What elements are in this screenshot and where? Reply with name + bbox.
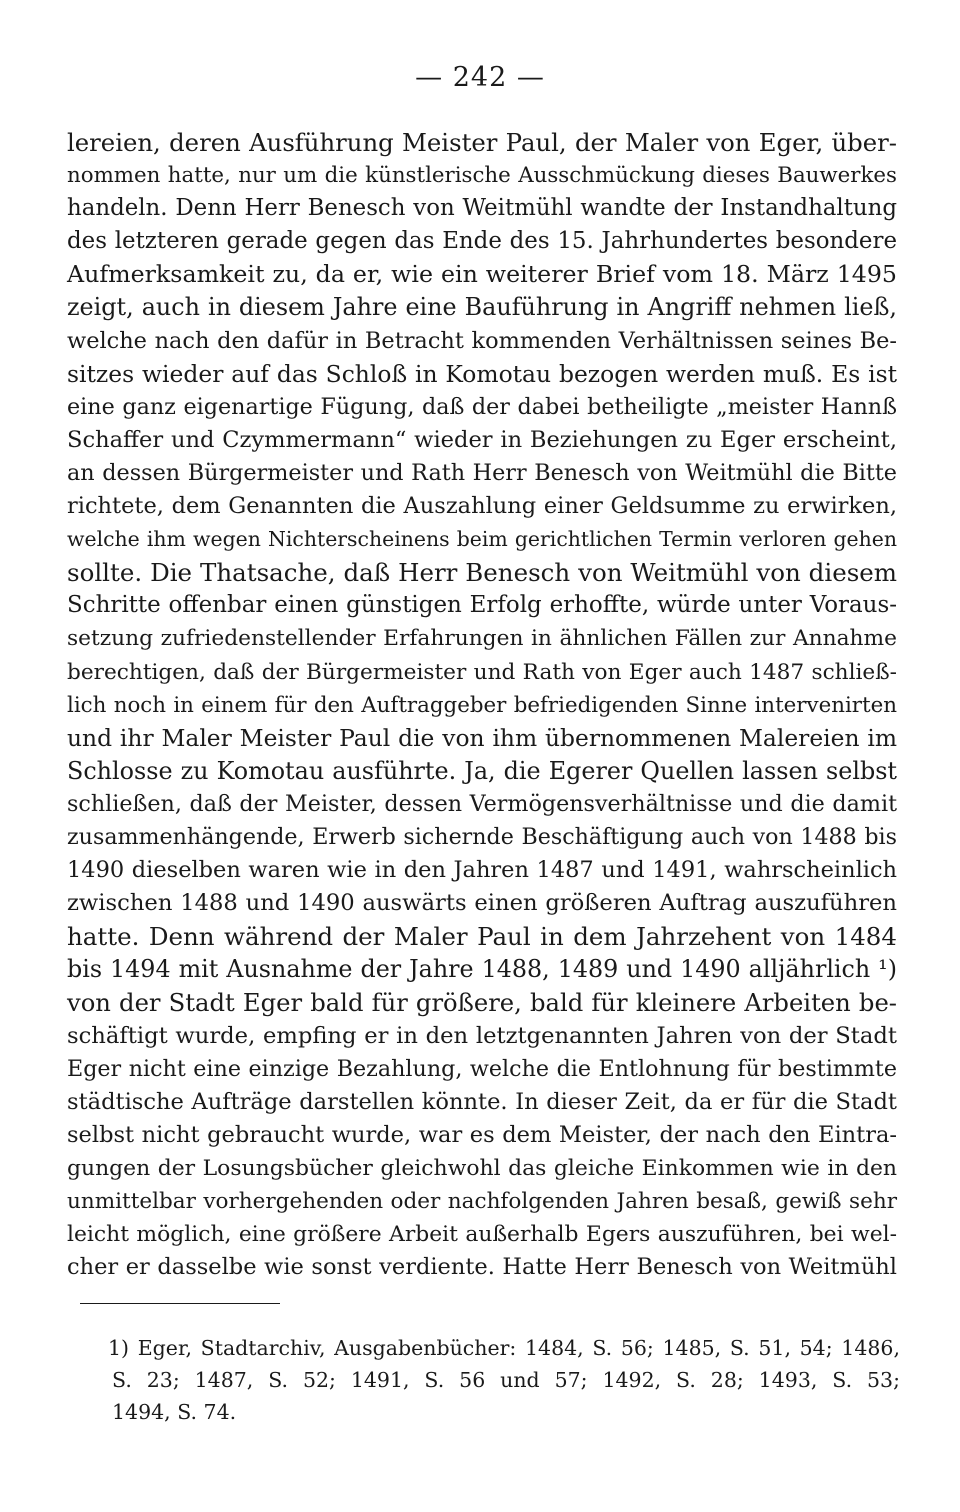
text-line: gungen der Losungsbücher gleichwohl das gleiche Einkommen wie in den [67, 1155, 897, 1181]
text-line: Schritte offenbar einen günstigen Erfolg erhoffte, würde unter Voraus- [67, 592, 897, 619]
text-line: eine ganz eigenartige Fügung, daß der dabei betheiligte „meister Hannß [67, 393, 897, 420]
text-line: hatte. Denn während der Maler Paul in dem Jahrzehent von 1484 [67, 922, 897, 952]
text-line: lereien, deren Ausführung Meister Paul, der Maler von Eger, über- [67, 128, 897, 157]
footnote-line: 1494, S. 74. [112, 1400, 237, 1424]
body-text [67, 126, 897, 1284]
page-number: — 242 — [415, 62, 545, 93]
text-line: zusammenhängende, Erwerb sichernde Beschäftigung auch von 1488 bis [67, 823, 897, 850]
text-line: leicht möglich, eine größere Arbeit außerhalb Egers auszuführen, bei wel- [67, 1222, 897, 1248]
text-line: zeigt, auch in diesem Jahre eine Bauführung in Angriff nehmen ließ, [67, 293, 897, 322]
footnote-divider [80, 1303, 280, 1304]
text-line: Eger nicht eine einzige Bezahlung, welche die Entlohnung für bestimmte [67, 1055, 897, 1082]
footnote-line [108, 1332, 900, 1364]
text-line: von der Stadt Eger bald für größere, bald für kleinere Arbeiten be- [67, 988, 897, 1018]
text-line: an dessen Bürgermeister und Rath Herr Benesch von Weitmühl die Bitte [67, 459, 897, 486]
footnote-text: Eger, Stadtarchiv, Ausgabenbücher: 1484, S. 56; 1485, S. 51, 54; 1486, [137, 1336, 900, 1360]
footnotes [108, 1332, 900, 1428]
text-line: sitzes wieder auf das Schloß in Komotau bezogen werden muß. Es ist [67, 359, 897, 388]
text-line: welche nach den dafür in Betracht kommenden Verhältnissen seines Be- [67, 327, 897, 354]
text-line: schäftigt wurde, empfing er in den letztgenannten Jahren von der Stadt [67, 1022, 897, 1049]
text-line: lich noch in einem für den Auftraggeber befriedigenden Sinne intervenirten [67, 692, 897, 718]
text-line: des letzteren gerade gegen das Ende des 15. Jahrhundertes besondere [67, 228, 897, 255]
text-line: richtete, dem Genannten die Auszahlung einer Geldsumme zu erwirken, [67, 493, 897, 520]
text-line: sollte. Die Thatsache, daß Herr Benesch von Weitmühl von diesem [67, 558, 897, 588]
text-line: setzung zufriedenstellender Erfahrungen in ähnlichen Fällen zur Annahme [67, 626, 897, 652]
text-line: Schlosse zu Komotau ausführte. Ja, die Egerer Quellen lassen selbst [67, 756, 897, 785]
text-line: Aufmerksamkeit zu, da er, wie ein weiterer Brief vom 18. März 1495 [67, 260, 897, 289]
footnote-marker: 1) [108, 1336, 130, 1360]
text-line: handeln. Denn Herr Benesch von Weitmühl wandte der Instandhaltung [67, 195, 897, 222]
text-line: berechtigen, daß der Bürgermeister und Rath von Eger auch 1487 schließ- [67, 659, 897, 685]
text-line: und ihr Maler Meister Paul die von ihm übernommenen Malereien im [67, 723, 897, 752]
text-line: städtische Aufträge darstellen könnte. In dieser Zeit, da er für die Stadt [67, 1088, 897, 1115]
text-line: selbst nicht gebraucht wurde, war es dem Meister, der nach den Eintra- [67, 1121, 897, 1148]
text-line: welche ihm wegen Nichterscheinens beim gerichtlichen Termin verloren gehen [67, 527, 897, 552]
footnote-line: S. 23; 1487, S. 52; 1491, S. 56 und 57; 1492, S. 28; 1493, S. 53; [112, 1368, 900, 1392]
text-line: Schaffer und Czymmermann“ wieder in Beziehungen zu Eger erscheint, [67, 426, 897, 453]
text-line: zwischen 1488 und 1490 auswärts einen größeren Auftrag auszuführen [67, 890, 897, 917]
text-line: bis 1494 mit Ausnahme der Jahre 1488, 1489 und 1490 alljährlich ¹) [67, 955, 897, 984]
text-line: schließen, daß der Meister, dessen Vermögensverhältnisse und die damit [67, 790, 897, 817]
text-line: cher er dasselbe wie sonst verdiente. Hatte Herr Benesch von Weitmühl [67, 1254, 897, 1281]
text-line: unmittelbar vorhergehenden oder nachfolgenden Jahren besaß, gewiß sehr [67, 1189, 897, 1214]
text-line: nommen hatte, nur um die künstlerische Ausschmückung dieses Bauwerkes [67, 163, 897, 189]
text-line: 1490 dieselben waren wie in den Jahren 1487 und 1491, wahrscheinlich [67, 857, 897, 884]
